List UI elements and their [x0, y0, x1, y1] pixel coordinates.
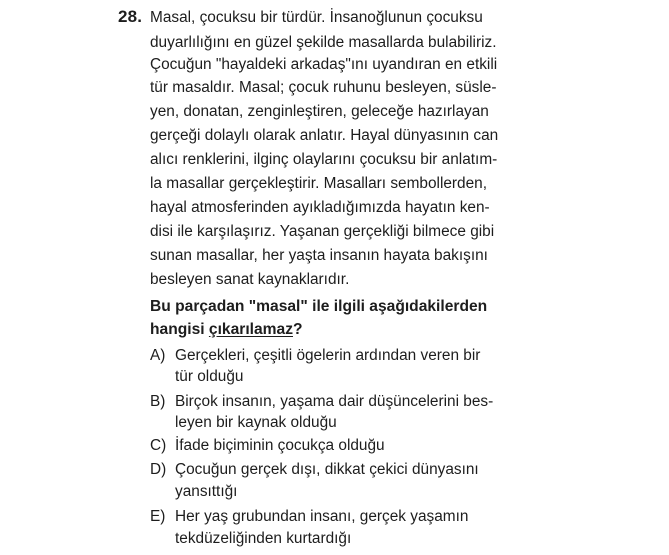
passage-line: gerçeği dolaylı olarak anlatır. Hayal dünyasının can: [150, 127, 499, 144]
passage-line: disi ile karşılaşırız. Yaşanan gerçekliği bilmece gibi: [150, 223, 495, 240]
passage-line: yen, donatan, zenginleştiren, geleceğe hazırlayan: [150, 103, 489, 120]
option-a-text[interactable]: Gerçekleri, çeşitli ögelerin ardından veren bir: [175, 347, 481, 364]
stem-emphasis: çıkarılamaz: [208, 321, 294, 338]
option-e-text[interactable]: Her yaş grubundan insanı, gerçek yaşamın: [175, 508, 469, 525]
passage-line: la masallar gerçekleştirir. Masalları sembollerden,: [150, 175, 488, 192]
option-a-letter[interactable]: A): [150, 347, 166, 364]
passage-line: Masal, çocuksu bir türdür. İnsanoğlunun çocuksu: [150, 9, 483, 26]
passage-line: sunan masallar, her yaşta insanın hayata bakışını: [150, 247, 488, 264]
option-b-text[interactable]: leyen bir kaynak olduğu: [175, 414, 337, 431]
option-e-text[interactable]: tekdüzeliğinden kurtardığı: [175, 530, 352, 547]
passage-line: hayal atmosferinden ayıkladığımızda hayatın ken-: [150, 199, 490, 216]
passage-line: Çocuğun "hayaldeki arkadaş"ını uyandıran en etkili: [150, 56, 498, 73]
option-a-text[interactable]: tür olduğu: [175, 368, 244, 385]
stem-line: Bu parçadan "masal" ile ilgili aşağıdakilerden: [150, 298, 488, 315]
stem-prefix: hangisi: [150, 321, 209, 338]
passage-line: tür masaldır. Masal; çocuk ruhunu besleyen, süsle-: [150, 79, 497, 96]
passage-line: alıcı renklerini, ilginç olaylarını çocuksu bir anlatım-: [150, 151, 498, 168]
option-e-letter[interactable]: E): [150, 508, 166, 525]
option-b-text[interactable]: Birçok insanın, yaşama dair düşüncelerini bes-: [175, 393, 494, 410]
stem-suffix: ?: [293, 321, 303, 338]
question-number: 28.: [118, 7, 143, 26]
option-b-letter[interactable]: B): [150, 393, 166, 410]
option-d-text[interactable]: Çocuğun gerçek dışı, dikkat çekici dünyasını: [175, 461, 479, 478]
option-d-text[interactable]: yansıttığı: [175, 483, 238, 500]
option-c-text[interactable]: İfade biçiminin çocukça olduğu: [175, 437, 385, 454]
stem-line: [150, 319, 303, 341]
option-c-letter[interactable]: C): [150, 437, 167, 454]
option-d-letter[interactable]: D): [150, 461, 167, 478]
passage-line: besleyen sanat kaynaklarıdır.: [150, 271, 350, 288]
passage-line: duyarlılığını en güzel şekilde masallarda bulabiliriz.: [150, 34, 497, 51]
